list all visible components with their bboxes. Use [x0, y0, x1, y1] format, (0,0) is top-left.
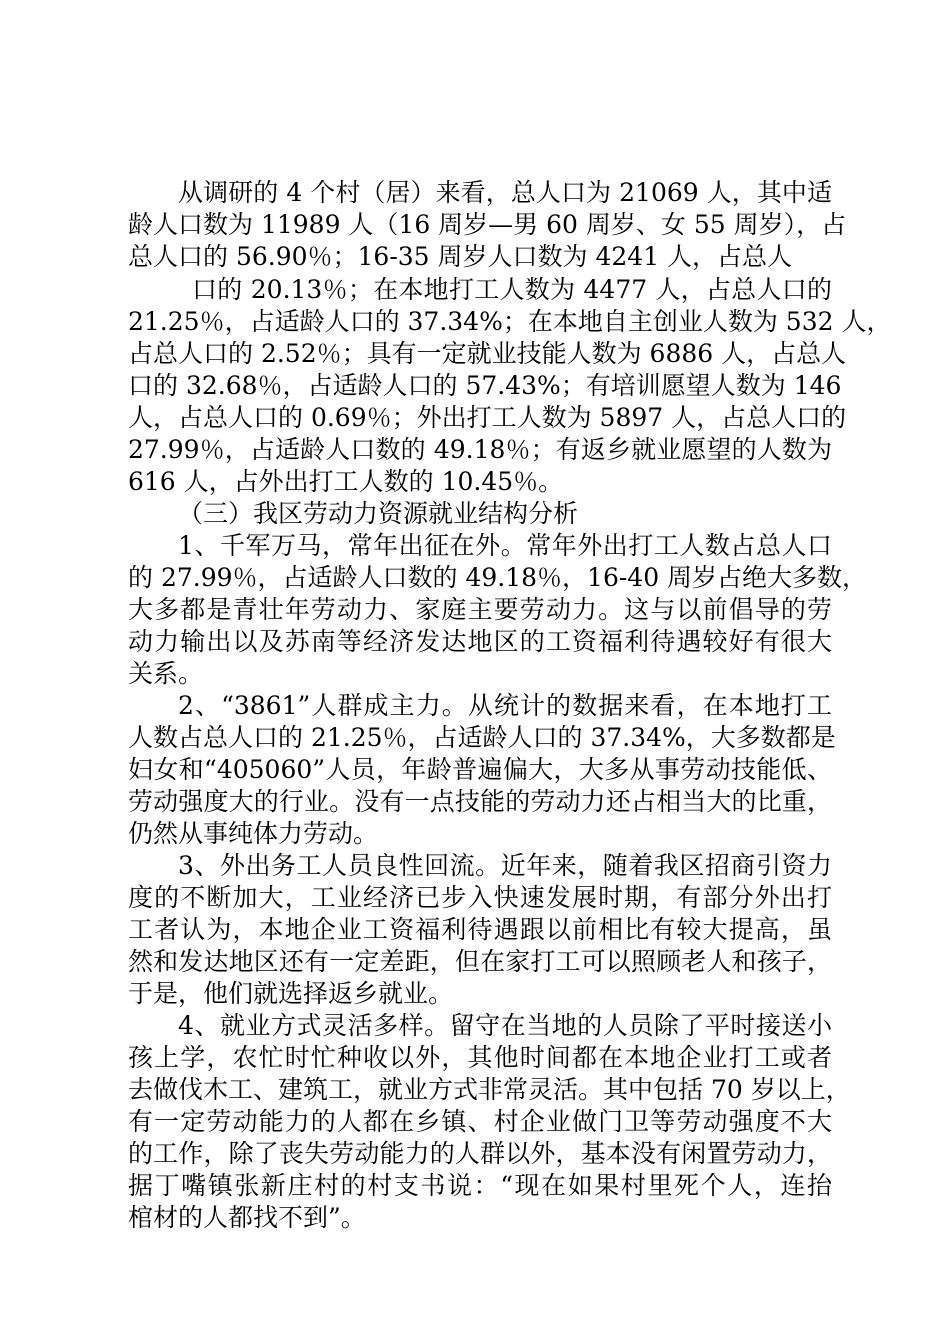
- paragraph-line: 1、千军万马，常年出征在外。常年外出打工人数占总人口: [178, 531, 832, 560]
- paragraph-line: 动力输出以及苏南等经济发达地区的工资福利待遇较好有很大: [128, 627, 832, 656]
- paragraph-line: 龄人口数为 11989 人（16 周岁—男 60 周岁、女 55 周岁），占: [128, 210, 847, 239]
- paragraph-line: 去做伐木工、建筑工，就业方式非常灵活。其中包括 70 岁以上，: [128, 1075, 851, 1104]
- paragraph-line: 棺材的人都找不到”。: [128, 1203, 366, 1232]
- paragraph-line: 工者认为，本地企业工资福利待遇跟以前相比有较大提高，虽: [128, 915, 832, 944]
- paragraph-line: 仍然从事纯体力劳动。: [128, 819, 379, 848]
- paragraph-line: 有一定劳动能力的人都在乡镇、村企业做门卫等劳动强度不大: [128, 1107, 832, 1136]
- paragraph-line: 的工作，除了丧失劳动能力的人群以外，基本没有闲置劳动力，: [128, 1139, 832, 1168]
- paragraph-line: 关系。: [128, 659, 204, 688]
- paragraph-line: 21.25％，占适龄人口的 37.34%；在本地自主创业人数为 532 人，: [128, 307, 892, 336]
- paragraph-line: 占总人口的 2.52％；具有一定就业技能人数为 6886 人，占总人: [128, 339, 847, 368]
- paragraph-line: 度的不断加大，工业经济已步入快速发展时期，有部分外出打: [128, 883, 832, 912]
- paragraph-line: 人，占总人口的 0.69％；外出打工人数为 5897 人，占总人口的: [128, 403, 847, 432]
- paragraph-line: 27.99％，占适龄人口数的 49.18％；有返乡就业愿望的人数为: [128, 435, 832, 464]
- paragraph-line: 人数占总人口的 21.25％，占适龄人口的 37.34%，大多数都是: [128, 723, 836, 752]
- paragraph-line: 然和发达地区还有一定差距，但在家打工可以照顾老人和孩子，: [128, 947, 832, 976]
- paragraph-line: 口的 32.68％，占适龄人口的 57.43%；有培训愿望人数为 146: [128, 371, 842, 400]
- paragraph-line: 总人口的 56.90％；16-35 周岁人口数为 4241 人，占总人: [128, 242, 793, 271]
- paragraph-line: 口的 20.13％；在本地打工人数为 4477 人，占总人口的: [192, 275, 832, 304]
- paragraph-line: 于是，他们就选择返乡就业。: [128, 979, 454, 1008]
- paragraph-line: 4、就业方式灵活多样。留守在当地的人员除了平时接送小: [178, 1011, 832, 1040]
- paragraph-line: 妇女和“405060”人员，年龄普遍偏大，大多从事劳动技能低、: [128, 755, 832, 784]
- section-heading: （三）我区劳动力资源就业结构分析: [178, 499, 579, 528]
- paragraph-line: 3、外出务工人员良性回流。近年来，随着我区招商引资力: [178, 851, 832, 880]
- paragraph-line: 孩上学，农忙时忙种收以外，其他时间都在本地企业打工或者: [128, 1043, 832, 1072]
- paragraph-line: 据丁嘴镇张新庄村的村支书说：“现在如果村里死个人，连抬: [128, 1171, 832, 1200]
- paragraph-line: 616 人，占外出打工人数的 10.45％。: [128, 467, 564, 496]
- paragraph-line: 的 27.99％，占适龄人口数的 49.18％，16-40 周岁占绝大多数，: [128, 563, 868, 592]
- paragraph-line: 2、“3861”人群成主力。从统计的数据来看，在本地打工: [178, 691, 832, 720]
- paragraph-line: 劳动强度大的行业。没有一点技能的劳动力还占相当大的比重，: [128, 787, 832, 816]
- paragraph-line: 大多都是青壮年劳动力、家庭主要劳动力。这与以前倡导的劳: [128, 595, 832, 624]
- paragraph-line: 从调研的 4 个村（居）来看，总人口为 21069 人，其中适: [178, 178, 832, 207]
